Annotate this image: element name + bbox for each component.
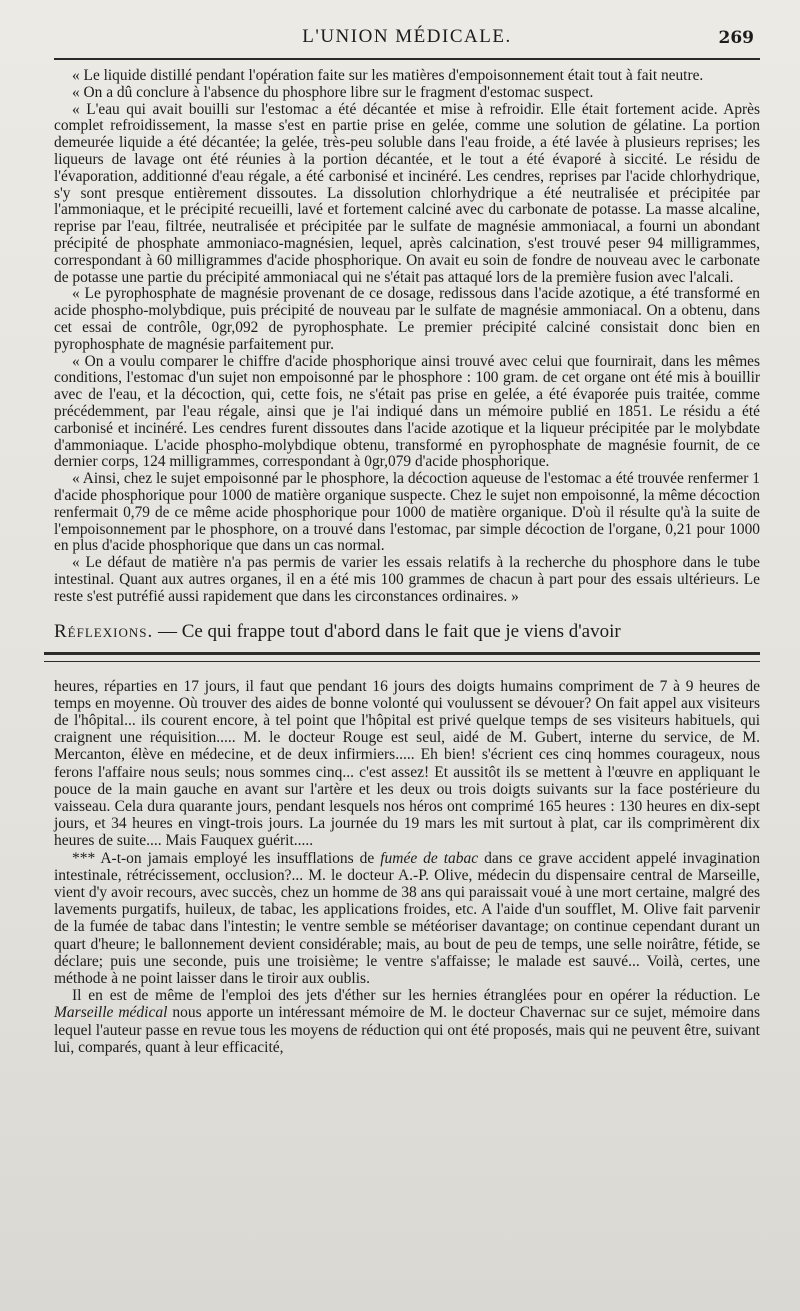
reflexions-text: — Ce qui frappe tout d'abord dans le fait que je viens d'avoir <box>153 620 621 642</box>
paragraph: « Le défaut de matière n'a pas permis de varier les essais relatifs à la recherche du phosphore dans le tube intestinal. Quant aux autres organes, il en a été mis 100 grammes de chacun à part pour des essais ultérieurs. Le reste s'est putréfié aussi rapidement que dans les circonstances ordinaires. » <box>54 554 760 605</box>
paragraph-text: *** A-t-on jamais employé les insufflations de <box>72 849 381 867</box>
reflexions-label: Réflexions. <box>54 620 154 642</box>
page-number: 269 <box>718 28 754 48</box>
paragraph <box>54 987 760 1056</box>
reflexions-line <box>54 620 760 644</box>
paragraph: heures, réparties en 17 jours, il faut que pendant 16 jours des doigts humains compriment de 7 à 9 heures de temps en moyenne. Où trouver des aides de bonne volonté qui voulussent se dévouer? On fait appel aux visiteurs de l'hôpital... ils courent encore, à tel point que l'hôpital est privé quelque temps de ses visiteurs habituels, qui craignent une réquisition..... M. le docteur Rouge est seul, aidé de M. Gubert, interne du service, de M. Mercanton, élève en médecine, et de deux infirmiers..... Eh bien! s'écrient ces cinq hommes courageux, nous ferons l'affaire nous seuls; nous sommes cinq... c'est assez! Et aussitôt ils se mettent à l'œuvre en appliquant le pouce de la main gauche en avant sur l'artère et les deux ou trois doigts suivants sur la face postérieure du vaisseau. Cela dura quarante jours, pendant lesquels nos héros ont comprimé 165 heures : 130 heures en dix-sept jours, et 34 heures en vingt-trois jours. La journée du 19 mars les mit surtout à plat, car ils comprimèrent dix heures de suite.... Mais Fauquex guérit..... <box>54 677 760 850</box>
page-header <box>54 26 760 60</box>
paragraph: « L'eau qui avait bouilli sur l'estomac a été décantée et mise à refroidir. Elle était fortement acide. Après complet refroidissement, la masse s'est en partie prise en gelée, comme une solution de gélatine. La portion demeurée liquide a été décantée; la gelée, très-peu soluble dans l'eau froide, a été lavée à plusieurs reprises; les liqueurs de lavage ont été réunies à la portion décantée, et le tout a été évaporé à siccité. Le résidu de l'évaporation, additionné d'eau régale, a été carbonisé et incinéré. Les cendres, reprises par l'acide chlorhydrique, s'y sont presque entièrement dissoutes. La dissolution chlorhydrique a été neutralisée et précipitée par l'ammoniaque, et le précipité recueilli, lavé et fortement calciné avec du carbonate de potasse. La masse alcaline, reprise par l'eau, filtrée, neutralisée et précipitée par le sulfate de magnésie ammoniacal, a fourni un abondant précipité de phosphate ammoniaco-magnésien, lequel, après calcination, s'est trouvé peser 94 milligrammes, correspondant à 60 milligrammes d'acide phosphorique. On avait eu soin de fondre de nouveau avec le carbonate de potasse une partie du précipité ammoniacal qui ne s'était pas attaqué lors de la première fusion avec l'alcali. <box>54 100 760 286</box>
paragraph <box>54 850 760 988</box>
italic-term: fumée de tabac <box>380 849 479 867</box>
lower-chronicle <box>54 678 760 1056</box>
paragraph-text: nous apporte un intéressant mémoire de M. le docteur Chavernac sur ce sujet, mémoire dans lequel l'auteur passe en revue tous les moyens de réduction qui ont été proposés, mais qui ne peuvent être, suivant lui, comparés, quant à leur efficacité, <box>54 1004 760 1056</box>
paragraph: « Le pyrophosphate de magnésie provenant de ce dosage, redissous dans l'acide azotique, a été transformé en acide phospho-molybdique, puis précipité de nouveau par le sulfate de magnésie ammoniacal. On a obtenu, dans cet essai de contrôle, 0gr,092 de pyrophosphate. Le premier précipité calciné consistait donc bien en pyrophosphate de magnésie parfaitement pur. <box>54 285 760 353</box>
paragraph-text: dans ce grave accident appelé invagination intestinale, rétrécissement, occlusion?... M. le docteur A.-P. Olive, médecin du dispensaire central de Marseille, vient d'y avoir recours, avec succès, chez un homme de 38 ans qui paraissait voué à une mort certaine, malgré des lavements purgatifs, huileux, de tabac, les applications froides, etc. A l'aide d'un soufflet, M. Olive fait parvenir de la fumée de tabac dans l'intestin; le ventre semble se météoriser davantage; on continue cependant durant un quart d'heure; le ballonnement devient considérable; mais, au bout de peu de temps, une selle noirâtre, fétide, se déclare; puis une seconde, puis une troisième; le ventre s'affaisse; le malade est sauvé... Voilà, certes, une méthode à ne point laisser dans le tiroir aux oublis. <box>54 849 760 987</box>
paragraph: « Le liquide distillé pendant l'opération faite sur les matières d'empoisonnement était tout à fait neutre. <box>72 67 704 84</box>
section-divider <box>44 652 760 662</box>
paragraph-text: Il en est de même de l'emploi des jets d'éther sur les hernies étranglées pour en opérer la réduction. Le <box>72 987 760 1005</box>
paragraph: « Ainsi, chez le sujet empoisonné par le phosphore, la décoction aqueuse de l'estomac a été trouvée renfermer 1 d'acide phosphorique pour 1000 de matière organique suspecte. Chez le sujet non empoisonné, la même décoction renfermait 0,79 de ce même acide phosphorique pour 1000 de matière organique. D'où il résulte qu'à la suite de l'empoisonnement par le phosphore, on a trouvé dans l'estomac, par simple décoction de l'organe, 0,21 pour 1000 en plus d'acide phosphorique que dans un cas normal. <box>54 470 760 555</box>
upper-article <box>54 68 760 606</box>
journal-name: Marseille médical <box>54 1004 168 1022</box>
journal-title: L'UNION MÉDICALE. <box>302 26 512 47</box>
paragraph: « On a dû conclure à l'absence du phosphore libre sur le fragment d'estomac suspect. <box>72 83 594 101</box>
paragraph: « On a voulu comparer le chiffre d'acide phosphorique ainsi trouvé avec celui que fournirait, dans les mêmes conditions, l'estomac d'un sujet non empoisonné par le phosphore : 100 gram. de cet organe ont été mis à bouillir avec de l'eau, et la décoction, qui, cette fois, ne s'était pas prise en gelée, a été évaporée puis traitée, comme précédemment, par l'eau régale, ainsi que je l'ai indiqué dans un mémoire publié en 1851. Le résidu a été carbonisé et incinéré. Les cendres furent dissoutes dans l'acide azotique et la liqueur précipitée par le molybdate d'ammoniaque. L'acide phospho-molybdique obtenu, transformé en pyrophosphate de magnésie fournit, de ce dernier corps, 124 milligrammes, correspondant à 0gr,079 d'acide phosphorique. <box>54 352 760 471</box>
